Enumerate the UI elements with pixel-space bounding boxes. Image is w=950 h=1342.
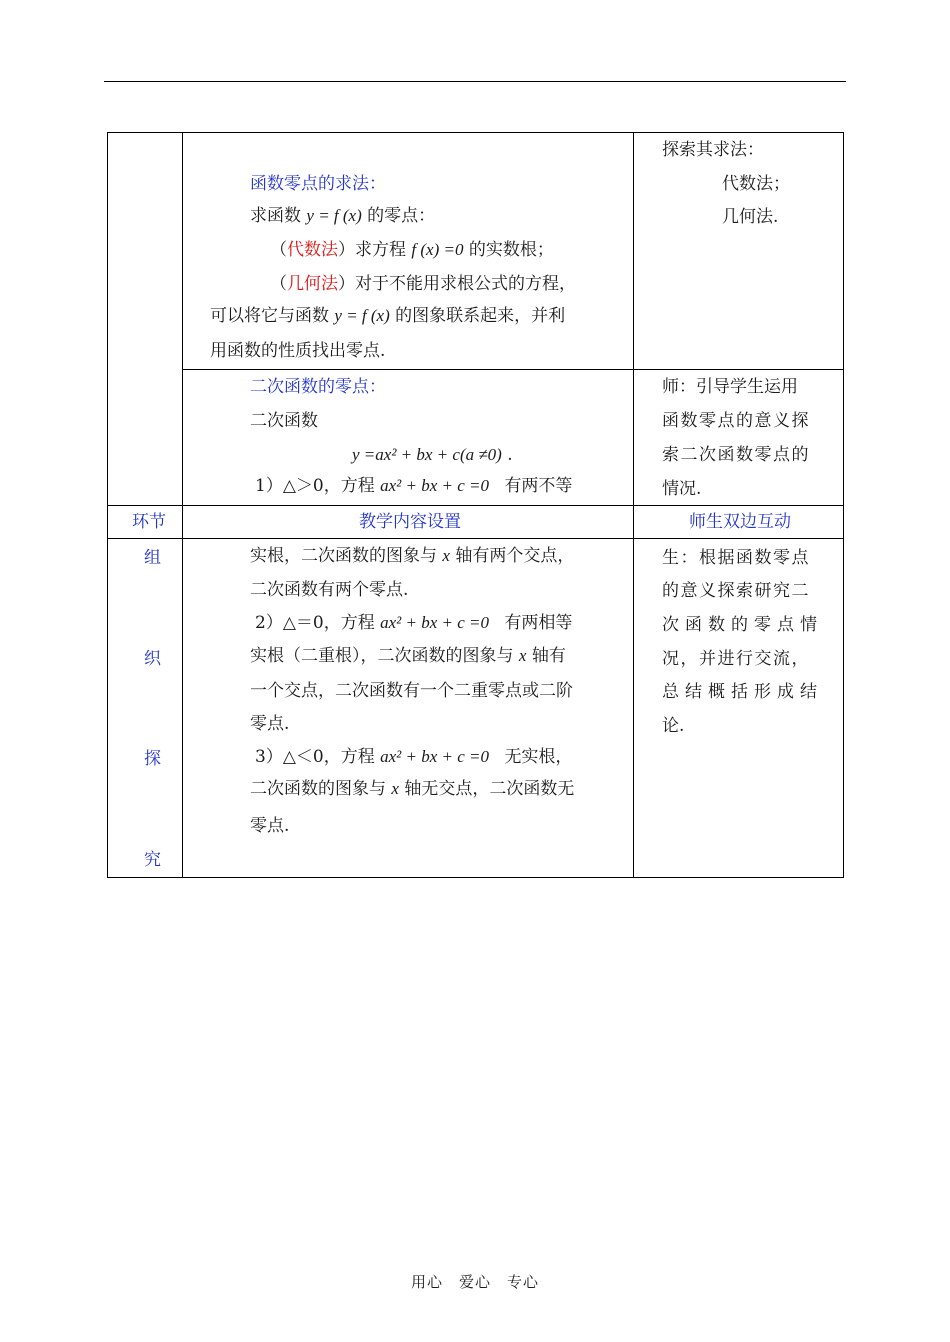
row3-right-line: 论.	[662, 716, 685, 736]
table-border-bottom	[107, 877, 844, 878]
header-col-interaction: 师生双边互动	[689, 512, 791, 532]
row3-right-line: 况，并进行交流，	[662, 649, 810, 669]
header-col-content: 教学内容设置	[359, 512, 461, 532]
row3-right-line: 生：根据函数零点	[662, 548, 810, 568]
row1-line1-formula: y = f (x)	[306, 206, 362, 225]
row1-line1	[250, 206, 435, 226]
header-col-stage: 环节	[132, 512, 166, 532]
row3-line8	[250, 779, 574, 799]
row1-line4-text-b: 的图象联系起来，并利	[395, 306, 566, 326]
row3-right-line: 总结概括形成结	[662, 682, 823, 702]
row2-right-line: 索二次函数零点的	[662, 445, 810, 465]
row2-case1-text-b: 有两不等	[504, 476, 573, 496]
row3-line6: 零点.	[250, 714, 290, 734]
row1-line2-formula: f (x) =0	[411, 240, 464, 259]
row1-line3	[270, 274, 576, 294]
stage-char-1: 组	[144, 548, 161, 568]
row3-right-line: 的意义探索研究二	[662, 581, 810, 601]
row2-right-line: 情况.	[662, 479, 702, 499]
row3-right-line: 次函数的零点情	[662, 615, 823, 635]
row1-right-line2: 代数法；	[722, 174, 790, 194]
row3-line3	[255, 613, 572, 633]
row1-right-line1: 探索其求法：	[662, 140, 764, 160]
stage-char-3: 探	[144, 749, 161, 769]
quadratic-equation-dot: .	[507, 445, 513, 465]
row2-case1	[255, 476, 572, 496]
row3-line3-formula: ax² + bx + c =0	[380, 613, 490, 632]
row2-case1-text-a: 1）△＞0，方程	[255, 476, 375, 496]
row3-line8-x: x	[391, 779, 399, 798]
row3-line7	[255, 747, 572, 767]
row1-line2	[270, 240, 554, 260]
row2-equation	[352, 445, 513, 465]
row3-line7-text-b: 无实根，	[504, 747, 573, 767]
row1-line4	[210, 306, 565, 326]
table-border-top	[107, 132, 844, 133]
table-divider-header-bottom	[107, 538, 844, 539]
row3-line4-x: x	[518, 646, 527, 665]
row1-line3-open: （	[270, 274, 287, 294]
row1-line3-close: ）对于不能用求根公式的方程，	[338, 274, 576, 294]
row3-line1-text-b: 轴有两个交点，	[455, 546, 575, 566]
row2-right-line-text: 师：引导学生运用	[662, 377, 798, 397]
row3-line4	[250, 646, 566, 666]
row1-line1-text-a: 求函数	[250, 206, 301, 226]
header-rule	[104, 81, 846, 82]
row2-right-line	[662, 377, 832, 397]
row3-line9: 零点.	[250, 816, 290, 836]
row1-right-line3: 几何法.	[722, 207, 779, 227]
row3-line3-text-a: 2）△＝0，方程	[255, 613, 375, 633]
row2-case1-formula: ax² + bx + c =0	[380, 476, 490, 495]
algebraic-method-label: 代数法	[287, 240, 338, 260]
row3-line4-text-b: 轴有	[531, 646, 566, 666]
row1-line5: 用函数的性质找出零点.	[210, 341, 386, 361]
row1-line2-close: ）求方程	[338, 240, 406, 260]
row3-line2: 二次函数有两个零点.	[250, 580, 409, 600]
row3-line7-text-a: 3）△＜0，方程	[255, 747, 375, 767]
row3-line7-formula: ax² + bx + c =0	[380, 747, 490, 766]
stage-char-4: 究	[144, 850, 161, 870]
row3-line8-text-b: 轴无交点，二次函数无	[404, 779, 575, 799]
row2-title: 二次函数的零点：	[250, 377, 386, 397]
row3-line1-text-a: 实根，二次函数的图象与	[250, 546, 437, 566]
row3-line1	[250, 546, 574, 566]
row3-line8-text-a: 二次函数的图象与	[250, 779, 386, 799]
row2-right-line: 函数零点的意义探	[662, 411, 810, 431]
row1-line1-text-b: 的零点：	[367, 206, 436, 226]
row3-line3-text-b: 有两相等	[504, 613, 573, 633]
row2-line1: 二次函数	[250, 411, 318, 431]
quadratic-equation: y =ax² + bx + c(a ≠0)	[352, 445, 502, 464]
row3-line1-x: x	[442, 546, 450, 565]
row1-title: 函数零点的求法：	[250, 174, 386, 194]
stage-char-2: 织	[144, 649, 161, 669]
row1-line2-open: （	[270, 240, 287, 260]
row1-line2-text-b: 的实数根；	[468, 240, 554, 260]
geometric-method-label: 几何法	[287, 274, 338, 294]
page-footer: 用心 爱心 专心	[410, 1273, 539, 1291]
row3-line4-text-a: 实根（二重根），二次函数的图象与	[250, 646, 514, 666]
row1-line4-formula: y = f (x)	[334, 306, 390, 325]
row3-line5: 一个交点，二次函数有一个二重零点或二阶	[250, 681, 573, 701]
table-divider-header-top	[107, 505, 844, 506]
table-divider-row1	[182, 369, 844, 370]
row1-line4-text-a: 可以将它与函数	[210, 306, 329, 326]
